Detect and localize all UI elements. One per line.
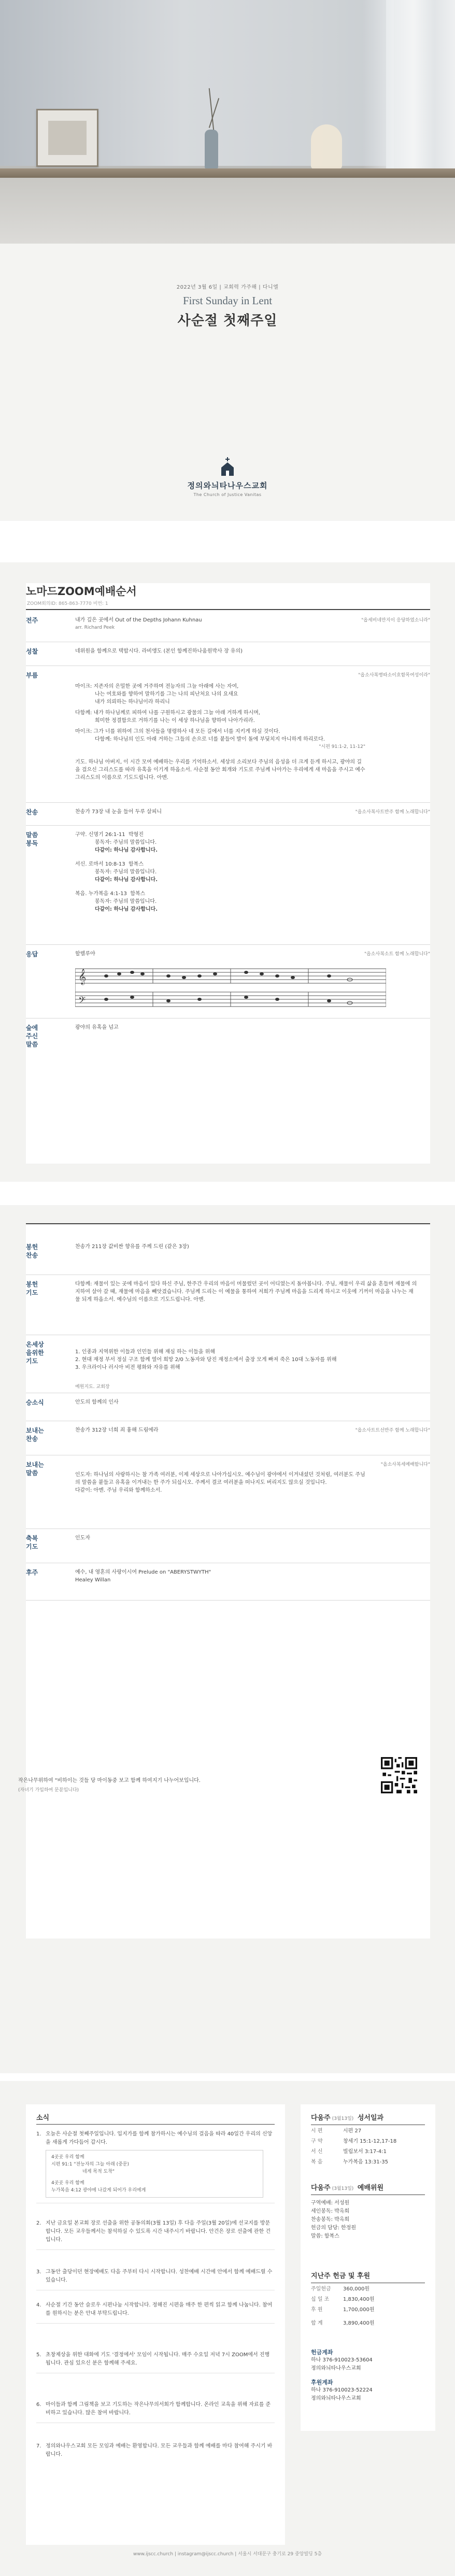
row-label: 숲에 주신 말씀 — [26, 1024, 38, 1048]
account-line[interactable]: 하나 376-910023-53604 — [311, 2357, 373, 2363]
order-row-prelude — [26, 612, 430, 642]
worship-order-section-1 — [0, 562, 455, 1182]
row-text: 안도의 함께의 인사 — [75, 1399, 119, 1405]
offering-title: 지난주 헌금 및 후원 — [311, 2270, 425, 2283]
row-label: 봉헌 찬송 — [26, 1243, 38, 1259]
support-account-title: 후원계좌 — [311, 2379, 333, 2386]
church-icon — [219, 456, 236, 477]
order-row-hymn — [26, 804, 430, 826]
order-row-offertory-hymn — [26, 1239, 430, 1275]
cover-photo — [0, 0, 455, 244]
row-label: 응답 — [26, 951, 38, 958]
call-reference: "시편 91:1-2, 11-12" — [319, 744, 365, 749]
row-text: 할렐루야 — [75, 951, 95, 957]
music-staff — [75, 964, 386, 1008]
prayer-text: 기도. 하나님 아버지, 이 시간 모여 예배하는 우리를 기억하소서. 세상의 소리보다 주님의 음성을 더 크게 듣게 하시고, 광야의 길을 걸으신 그리스도를 따라 유혹을 이기게 하옵소서. 사순절 동안 회개와 기도로 주님께 나아가는 우리에게 새 마음을 주시고 예수 그리스도의 이름으로 기도드립니다. 아멘. — [75, 759, 365, 781]
row-text: 찬송가 211장 값비싼 향유를 주께 드린 (같은 3장) — [75, 1244, 189, 1250]
row-label: 부름 — [26, 672, 38, 679]
cover-english-title: First Sunday in Lent — [182, 294, 273, 307]
order-row-offertory-prayer — [26, 1276, 430, 1335]
section-divider — [26, 1223, 430, 1224]
row-text: 찬송가 312장 너희 죄 흉해 드림에라 — [75, 1427, 159, 1433]
side-panel — [301, 2104, 435, 2431]
order-row-benediction — [26, 1530, 430, 1563]
news-panel — [26, 2104, 285, 2545]
staff-item: 찬송봉독: 박옥희 — [311, 2217, 350, 2223]
order-row-call — [26, 667, 430, 803]
lectionary-title: 성서일과 — [357, 2114, 384, 2122]
reader-name: 함복스 — [130, 891, 146, 897]
row-text: 인도자: 하나님의 사랑하시는 참 가족 여러분, 이제 세상으로 나아가십시오. 예수님이 광야에서 이겨내셨던 것처럼, 여러분도 주님의 말씀을 붙들고 유혹을 이겨내는 한 주가 되십시오. 주께서 결코 여러분을 떠나지도 버리지도 않으실 것입니다. 다같이: 아멘. 주님 우리와 함께하소서. — [75, 1472, 365, 1493]
row-text: 인도자 — [75, 1535, 90, 1541]
vase-image — [205, 130, 218, 169]
order-row-reading — [26, 827, 430, 945]
qr-code-icon[interactable] — [381, 1757, 417, 1793]
offering-row: 십 일 조 1,830,400원 — [311, 2297, 375, 2302]
row-text: 내가 깊은 곳에서 Out of the Depths Johann Kuhnau — [75, 617, 202, 623]
closing-note: 작은나무위하여 "비하이는 것들 당 마이동중 보고 함께 하여지기 나누어보입니다. — [18, 1778, 201, 1784]
row-sub: arr. Richard Peek — [75, 625, 115, 630]
news-item: 1. 오늘은 사순절 첫째주일입니다. 입지가를 함께 참가하시는 예수님의 걸음을 따라 40일간 우리의 신앙을 새롭게 가다듬어 갑시다. 4곳곳 우리 함께 시편 91:1 "전능자의 그늘 아래 (중문) 네게 목적 도착" 4곳곳 우리 함께 누가복음 4:12 광야에 나갔게 되어가 우리에게 — [36, 2130, 275, 2203]
row-text: 광야의 유혹을 넘고 — [75, 1025, 119, 1030]
reading-ref: 서신. 로마서 10:8-13 — [75, 861, 125, 867]
news-item: 6. 마이들과 함께 그림책을 보고 기도하는 작은나무의서회가 함께합니다. 온라인 교육을 위해 자료를 준비하고 있습니다. 많은 참여 바랍니다. — [36, 2401, 275, 2423]
staff-item: 세인봉독: 박옥희 — [311, 2209, 350, 2214]
row-note: "옵소사복소트 함께 노래합니다" — [364, 952, 430, 957]
reader-name: 박형진 — [129, 832, 144, 838]
reading-line: 봉독자: 주님의 말씀입니다. — [95, 899, 157, 904]
row-label: 전주 — [26, 617, 38, 624]
row-text: 1. 인종과 지역위한 이들과 인민들 위해 재심 하는 이들을 위해 2. 현대 재정 부서 정실 구조 함께 열어 희망 2/0 노동자와 당진 재정소에서 출장 모게 빠져 죽은 10대 노동자를 위해 3. 우크라이나 러시아 비전 평화와 자유를 위해 — [75, 1349, 337, 1370]
row-label: 축복 기도 — [26, 1535, 38, 1550]
row-note: "옵소사복사트반주 함께 노래합니다" — [355, 810, 430, 815]
row-label: 후주 — [26, 1569, 38, 1576]
news-divider — [36, 2124, 275, 2125]
row-text: 다함께: 재물이 있는 곳에 마음이 있다 하신 주님, 한주간 우리의 마음이 머물렀던 곳이 어디였는지 돌아봅니다. 주님, 재물이 우리 삶을 흔들며 재물에 의지하여 살아 갈 때, 재물에 마음을 빼앗겼습니다. 주님께 드리는 이 예물을 통하여 저희가 주님께 마음을 드리게 하시고 이웃에 기꺼이 마음을 나누는 재물 되게 하옵소서. 예수님의 이름으로 기도드립니다. 아멘. — [75, 1281, 417, 1303]
reading-line: 다같이: 하나님 감사합니다. — [95, 877, 158, 883]
row-note: "옵소사복세예배함니다" — [380, 1462, 430, 1467]
order-row-world-prayer — [26, 1336, 430, 1393]
cover-date-line: 2022년 3월 6일 | 교회력 가주해 | 다니엘 — [176, 285, 279, 290]
order-row-response — [26, 946, 430, 1018]
reading-line: 다같이: 하나님 감사합니다. — [95, 847, 158, 853]
row-label: 보내는 찬송 — [26, 1427, 44, 1442]
cover-title: 사순절 첫째주일 — [177, 313, 278, 329]
account-line[interactable]: 하나 376-910023-52224 — [311, 2387, 373, 2393]
row-sub: Healey Willan — [75, 1577, 111, 1583]
call-line: 나는 여호와를 향하여 말하기를 그는 나의 피난처요 나의 요새요 — [95, 691, 238, 697]
call-line: 마이크: 그가 너를 위하여 그의 천사들을 명령하사 네 모든 길에서 너를 지키게 하실 것이다. — [75, 729, 280, 734]
order-row-sending-word — [26, 1456, 430, 1529]
reading-ref: 복음. 누가복음 4:1-13 — [75, 891, 127, 897]
order-row-sending-hymn — [26, 1422, 430, 1455]
reading-line: 봉독자: 주님의 말씀입니다. — [95, 869, 157, 875]
reading-line: 봉독자: 주님의 말씀입니다. — [95, 840, 157, 845]
news-item: 2. 지난 금요일 본교회 장로 선출을 위한 공동의회(3월 13일) 후 다음 주일(3월 20일)에 선교지를 방문합니다. 모든 교우들께서는 참석하실 수 있도록 시간 내주시기 바랍니다. 안건은 장로 선출에 관한 건입니다. — [36, 2219, 275, 2250]
lectionary-block: 다움주 (3월13일) 성서일과 시 편 시편 27 구 약 창세기 15:1-12,17-18 서 신 빌립보서 3:17-4:1 복 음 누가복음 13:31-35 — [311, 2112, 425, 2167]
news-item: 4. 사순절 기간 동안 슬로우 시편나눔 시작합니다. 정해진 시편을 매주 한 편씩 읽고 함께 나눕니다. 참여를 원하시는 분은 안내 부탁드립니다. — [36, 2301, 275, 2324]
lamp-image — [311, 124, 342, 169]
row-label: 온세상 을위한 기도 — [26, 1341, 44, 1365]
row-label: 성찰 — [26, 648, 38, 655]
staff-item: 헌금의 담당: 한정원 — [311, 2225, 357, 2231]
footer[interactable]: www.ijscc.church | instagram@ijscc.church | 서울시 서대문구 충기로 29 중앙빌딩 5층 — [133, 2552, 322, 2557]
row-label: 승소식 — [26, 1399, 44, 1406]
call-line: 다함께: 하나님의 인도 아래 거하는 그들의 손으로 너를 붙들어 발이 돌에 부딪치지 아니하게 하리로다. — [95, 737, 325, 742]
row-label: 보내는 말씀 — [26, 1461, 44, 1477]
news-title: 소식 — [36, 2114, 50, 2122]
lectionary-row: 서 신 빌립보서 3:17-4:1 — [311, 2149, 387, 2155]
news-item: 5. 초창제상을 위한 대화에 기도 '결정에서' 모임이 시작됩니다. 매주 수요일 저녁 7시 ZOOM에서 진행됩니다. 관심 있으신 분은 함께해 주세요. — [36, 2351, 275, 2373]
row-text: 찬송가 73장 내 눈을 들어 두루 살피니 — [75, 809, 162, 815]
row-label: 말씀 봉독 — [26, 831, 38, 847]
row-note: "옵세비네만지이 응당하였소니라" — [361, 618, 430, 623]
lectionary-row: 시 편 시편 27 — [311, 2128, 362, 2134]
news-item: 7. 정의와나우스교회 모든 모임과 예배는 환영합니다. 모든 교우들과 함께 예배를 마다 참여해 주시기 바랍니다. — [36, 2443, 273, 2457]
sheet-music-image — [75, 964, 386, 1008]
account-line: 정의와늬타나우스교회 — [311, 2366, 361, 2371]
scripture-box: 4곳곳 우리 함께 시편 91:1 "전능자의 그늘 아래 (중문) 네게 목적 도착" 4곳곳 우리 함께 누가복음 4:12 광야에 나갔게 되어가 우리에게 — [46, 2150, 263, 2198]
offering-row: 후 원 1,700,000원 — [311, 2307, 375, 2313]
closing-note-sub: (자녀기 가입하여 문분입니다) — [18, 1788, 79, 1793]
reading-ref: 구약. 신명기 26:1-11 — [75, 832, 125, 838]
account-block — [311, 2348, 425, 2403]
offering-total-row: 합 계 3,890,400원 — [311, 2320, 375, 2326]
reading-line: 다같이: 하나님 감사합니다. — [95, 907, 158, 912]
church-name: 정의와늬타나우스교회 — [187, 481, 268, 490]
lectionary-row: 복 음 누가복음 13:31-35 — [311, 2159, 388, 2165]
order-row-postlude — [26, 1564, 430, 1601]
worship-staff-title: 예배위원 — [357, 2184, 384, 2192]
offering-block — [311, 2270, 425, 2328]
title-divider — [26, 609, 430, 610]
call-line: 희미한 정결함으로 거하기를 나는 이 세상 하나님을 향하여 나아가리라. — [95, 718, 255, 724]
row-note: "옵소사복병따소이흐함목여성이라" — [358, 673, 430, 678]
row-text: 네위원을 함께으로 택합시다. 라비앵도 (본인 함께진하나움원박사 장 유의) — [75, 648, 243, 654]
row-label: 봉헌 기도 — [26, 1281, 38, 1296]
worship-staff-block: 다움주 (3월13일) 예배위원 구역예배: 서성원 세인봉독: 박옥희 찬송봉독: 박옥희 헌금의 담당: 한정원 말씀: 함복스 — [311, 2182, 425, 2241]
row-sub: 예원지도. 교회장 — [75, 1384, 110, 1390]
svg-text:𝄢: 𝄢 — [78, 995, 86, 1008]
zoom-meeting-id: ZOOM회의ID: 865-863-7770 비번: 1 — [27, 601, 108, 606]
worship-order-section-2 — [0, 1205, 455, 2073]
notice-section — [0, 2081, 455, 2576]
church-logo — [0, 456, 455, 497]
account-line: 정의와늬타나우스교회 — [311, 2396, 361, 2401]
row-note: "옵소사트트선반주 함께 노래합니다" — [355, 1428, 430, 1433]
order-row-reflection — [26, 643, 430, 666]
staff-item: 말씀: 함복스 — [311, 2233, 339, 2239]
order-title: 노마드ZOOM예배순서 — [26, 585, 137, 598]
church-english-name: The Church of Justice Vanitas — [193, 492, 262, 497]
news-item: 3. 그동안 출당이던 현장예배도 다음 주부터 다시 시작합니다. 성찬예배 시간에 안에서 함께 예배드릴 수 있습니다. — [36, 2268, 275, 2290]
row-text: 예수, 내 영혼의 사랑이시여 Prelude on "ABERYSTWYTH" — [75, 1569, 211, 1575]
reader-name: 함복스 — [129, 861, 144, 867]
lectionary-row: 구 약 창세기 15:1-12,17-18 — [311, 2139, 397, 2144]
picture-frame-image — [36, 109, 98, 167]
row-label: 찬송 — [26, 809, 38, 816]
call-line: 다함께: 내가 하나님께로 피하여 나를 구원하시고 광물의 그늘 아래 거하게 하시며, — [75, 710, 261, 716]
svg-text:𝄞: 𝄞 — [78, 969, 87, 985]
call-line: 내가 의뢰하는 하나님이라 하리니 — [95, 699, 170, 705]
offering-row: 주일헌금 360,000원 — [311, 2286, 370, 2292]
offering-account-title: 헌금계좌 — [311, 2349, 333, 2356]
staff-item: 구역예배: 서성원 — [311, 2200, 350, 2206]
order-row-announcements — [26, 1394, 430, 1421]
call-line: 마이크: 지존자의 은밀한 곳에 거주하며 전능자의 그늘 아래에 사는 자여, — [75, 684, 239, 689]
cover-section — [0, 0, 455, 521]
order-row-sermon — [26, 1020, 430, 1059]
